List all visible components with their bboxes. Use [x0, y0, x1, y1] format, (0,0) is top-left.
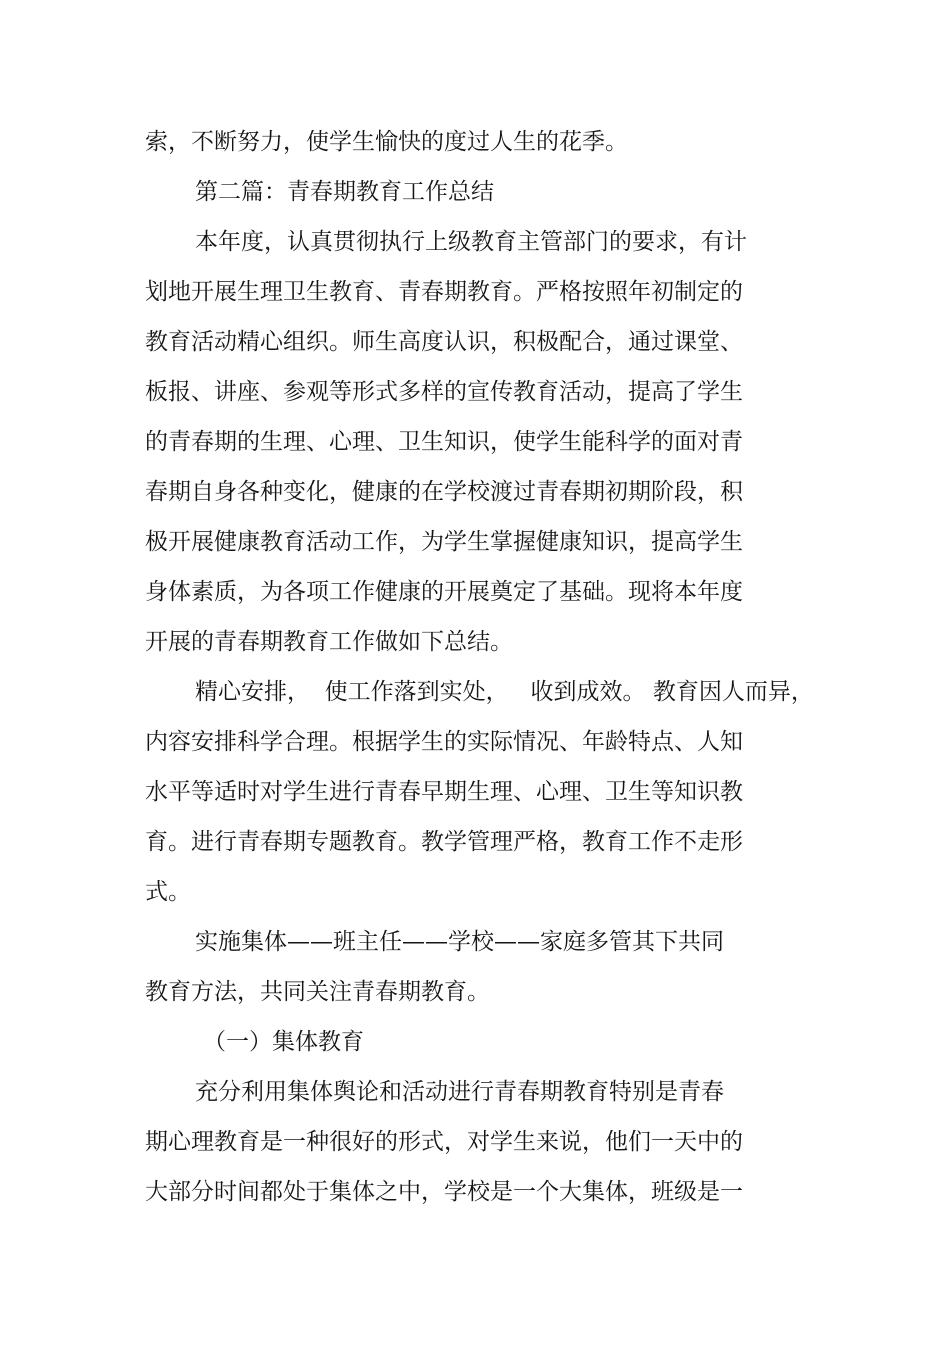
text-line: 极开展健康教育活动工作，为学生掌握健康知识，提高学生 [145, 529, 743, 555]
text-line: 充分利用集体舆论和活动进行青春期教育特别是青春 [195, 1079, 724, 1105]
section-heading: 第二篇：青春期教育工作总结 [195, 179, 494, 205]
text-line: 身体素质，为各项工作健康的开展奠定了基础。现将本年度 [145, 579, 743, 605]
text-line: 内容安排科学合理。根据学生的实际情况、年龄特点、人知 [145, 729, 743, 755]
text-line: 划地开展生理卫生教育、青春期教育。严格按照年初制定的 [145, 279, 743, 305]
subsection-heading: （一）集体教育 [203, 1029, 364, 1055]
text-line: 水平等适时对学生进行青春早期生理、心理、卫生等知识教 [145, 779, 743, 805]
text-line: 实施集体——班主任——学校——家庭多管其下共同 [195, 929, 724, 955]
text-line: 开展的青春期教育工作做如下总结。 [145, 629, 513, 655]
text-line: 式。 [145, 879, 191, 905]
text-line: 教育方法，共同关注青春期教育。 [145, 979, 490, 1005]
text-line: 索，不断努力，使学生愉快的度过人生的花季。 [145, 129, 628, 155]
text-line: 春期自身各种变化，健康的在学校渡过青春期初期阶段，积 [145, 479, 743, 505]
text-line: 大部分时间都处于集体之中，学校是一个大集体，班级是一 [145, 1179, 743, 1205]
text-line: 的青春期的生理、心理、卫生知识，使学生能科学的面对青 [145, 429, 743, 455]
text-line: 本年度，认真贯彻执行上级教育主管部门的要求，有计 [195, 229, 747, 255]
text-line: 教育活动精心组织。师生高度认识，积极配合，通过课堂、 [145, 329, 743, 355]
text-line: 育。进行青春期专题教育。教学管理严格，教育工作不走形 [145, 829, 743, 855]
text-line: 期心理教育是一种很好的形式，对学生来说，他们一天中的 [145, 1129, 743, 1155]
text-line: 精心安排， 使工作落到实处， 收到成效。 教育因人而异， [195, 679, 814, 705]
text-line: 板报、讲座、参观等形式多样的宣传教育活动，提高了学生 [145, 379, 743, 405]
